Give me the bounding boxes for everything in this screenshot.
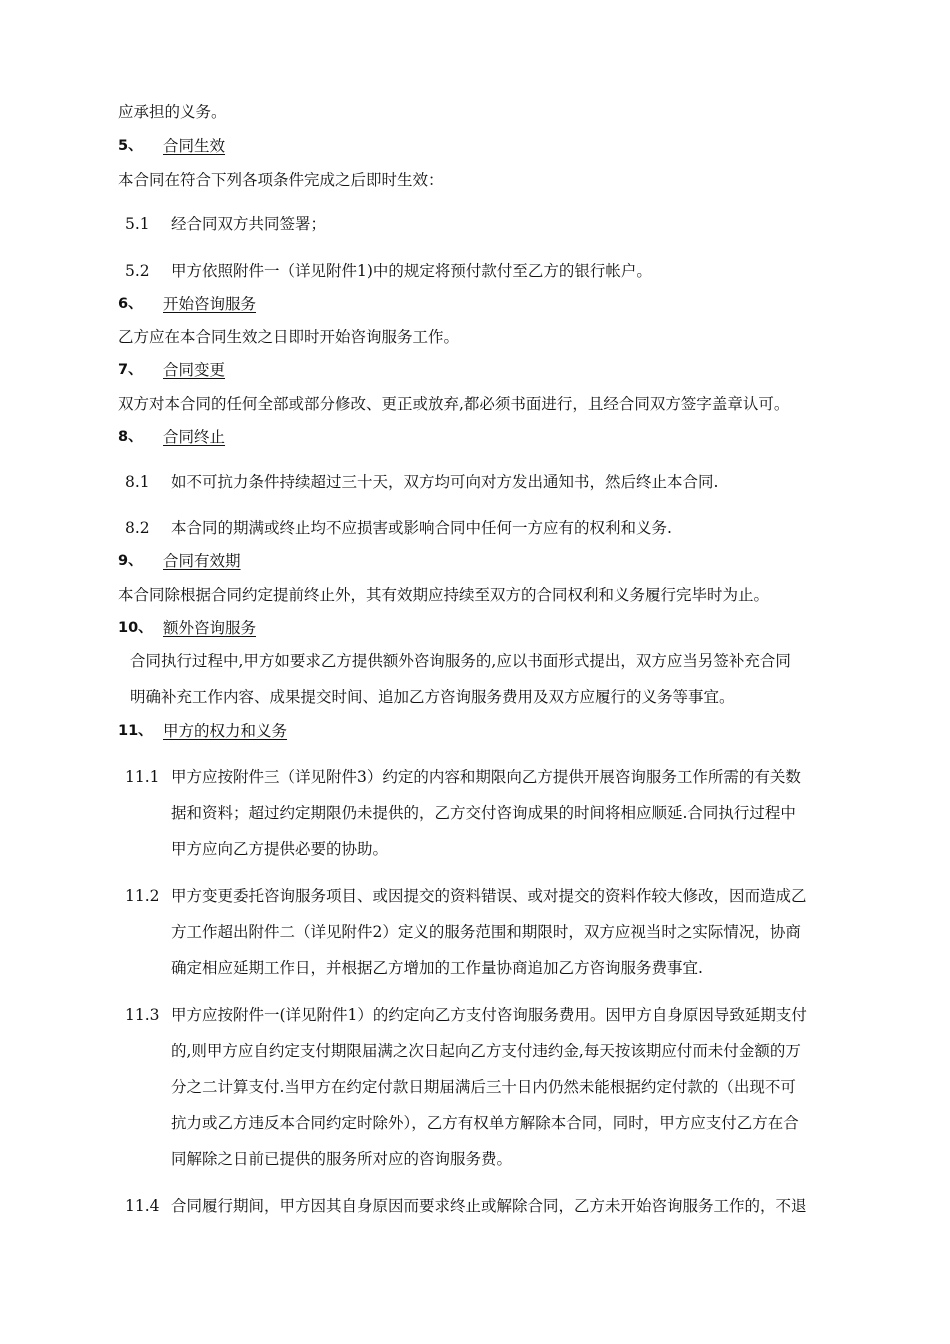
section-number: 9、 <box>118 553 143 569</box>
paragraph: 乙方应在本合同生效之日即时开始咨询服务工作。 <box>118 328 460 346</box>
section-number: 5、 <box>118 138 143 154</box>
clause-line: 合同履行期间，甲方因其自身原因而要求终止或解除合同，乙方未开始咨询服务工作的，不退 <box>171 1197 807 1215</box>
clause-number: 8.1 <box>125 473 150 491</box>
section-number: 7、 <box>118 362 143 378</box>
clause-line: 同解除之日前已提供的服务所对应的咨询服务费。 <box>171 1150 513 1168</box>
clause-number: 11.2 <box>125 887 160 905</box>
clause-line: 据和资料；超过约定期限仍未提供的，乙方交付咨询成果的时间将相应顺延.合同执行过程中 <box>171 804 796 822</box>
clause-text: 如不可抗力条件持续超过三十天，双方均可向对方发出通知书，然后终止本合同. <box>171 473 719 491</box>
clause-line: 甲方应向乙方提供必要的协助。 <box>171 840 389 858</box>
clause-line: 确定相应延期工作日，并根据乙方增加的工作量协商追加乙方咨询服务费事宜. <box>171 959 703 977</box>
section-number: 11、 <box>118 723 153 739</box>
clause-line: 甲方变更委托咨询服务项目、或因提交的资料错误、或对提交的资料作较大修改，因而造成乙 <box>171 887 807 905</box>
clause-line: 的,则甲方应自约定支付期限届满之次日起向乙方支付违约金,每天按该期应付而未付金额的万 <box>171 1042 801 1060</box>
clause-number: 11.1 <box>125 768 160 786</box>
section-title: 合同生效 <box>163 137 226 155</box>
section-title: 合同变更 <box>163 361 226 379</box>
paragraph-line: 合同执行过程中,甲方如要求乙方提供额外咨询服务的,应以书面形式提出，双方应当另签补充合同 <box>130 652 791 670</box>
clause-text: 甲方依照附件一（详见附件1)中的规定将预付款付至乙方的银行帐户。 <box>171 262 652 280</box>
clause-line: 方工作超出附件二（详见附件2）定义的服务范围和期限时，双方应视当时之实际情况，协商 <box>171 923 801 941</box>
section-title: 开始咨询服务 <box>163 295 257 313</box>
paragraph: 本合同除根据合同约定提前终止外，其有效期应持续至双方的合同权利和义务履行完毕时为止。 <box>118 586 770 604</box>
paragraph: 本合同在符合下列各项条件完成之后即时生效： <box>118 171 444 189</box>
paragraph: 应承担的义务。 <box>118 103 227 121</box>
paragraph: 双方对本合同的任何全部或部分修改、更正或放弃,都必须书面进行，且经合同双方签字盖章认可。 <box>118 395 790 413</box>
clause-line: 甲方应按附件三（详见附件3）约定的内容和期限向乙方提供开展咨询服务工作所需的有关数 <box>171 768 801 786</box>
clause-number: 5.2 <box>125 262 150 280</box>
section-title: 合同有效期 <box>163 552 241 570</box>
clause-number: 11.3 <box>125 1006 160 1024</box>
section-title: 合同终止 <box>163 428 226 446</box>
clause-number: 5.1 <box>125 215 150 233</box>
clause-number: 8.2 <box>125 519 150 537</box>
clause-line: 分之二计算支付.当甲方在约定付款日期届满后三十日内仍然未能根据约定付款的（出现不可 <box>171 1078 796 1096</box>
section-title: 甲方的权力和义务 <box>163 722 288 740</box>
section-title: 额外咨询服务 <box>163 619 257 637</box>
clause-text: 经合同双方共同签署； <box>171 215 327 233</box>
clause-text: 本合同的期满或终止均不应损害或影响合同中任何一方应有的权利和义务. <box>171 519 672 537</box>
clause-line: 甲方应按附件一(详见附件1）的约定向乙方支付咨询服务费用。因甲方自身原因导致延期支付 <box>171 1006 807 1024</box>
clause-line: 抗力或乙方违反本合同约定时除外），乙方有权单方解除本合同，同时，甲方应支付乙方在合 <box>171 1114 799 1132</box>
section-number: 8、 <box>118 429 143 445</box>
paragraph-line: 明确补充工作内容、成果提交时间、追加乙方咨询服务费用及双方应履行的义务等事宜。 <box>130 688 735 706</box>
section-number: 6、 <box>118 296 143 312</box>
clause-number: 11.4 <box>125 1197 160 1215</box>
section-number: 10、 <box>118 620 153 636</box>
